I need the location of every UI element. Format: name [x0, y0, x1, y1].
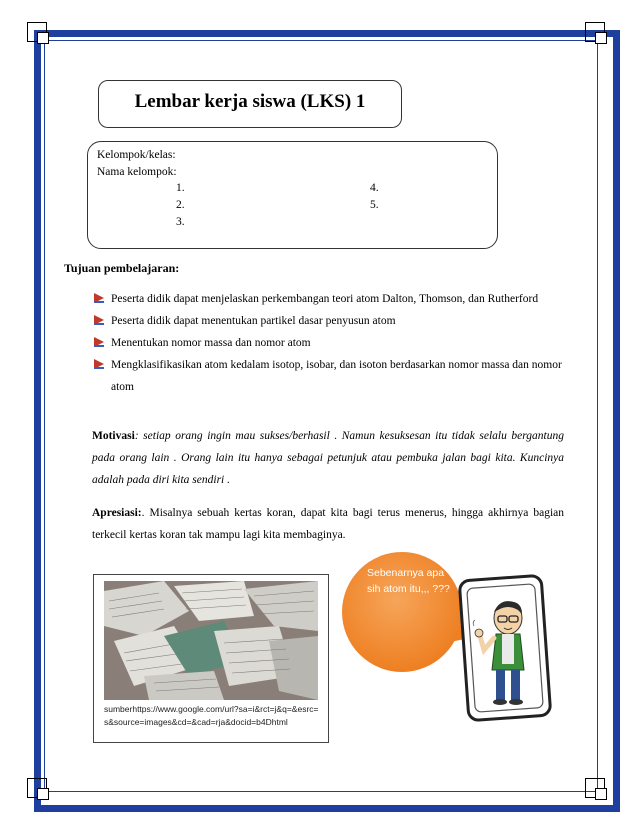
objective-text: Menentukan nomor massa dan nomor atom: [111, 337, 311, 349]
member-number-1: 1.: [176, 182, 185, 194]
torn-newspaper-image: [104, 581, 318, 700]
worksheet-title: Lembar kerja siswa (LKS) 1: [134, 91, 366, 112]
member-number-5: 5.: [370, 199, 379, 211]
member-number-4: 4.: [370, 182, 379, 194]
motivation-label: Motivasi: [92, 430, 135, 442]
corner-ornament-top-left: [27, 22, 53, 48]
member-number-2: 2.: [176, 199, 185, 211]
corner-ornament-bottom-left: [27, 778, 53, 804]
objectives-heading: Tujuan pembelajaran:: [64, 261, 180, 275]
objective-text: Peserta didik dapat menjelaskan perkembangan teori atom Dalton, Thomson, dan Rutherford: [111, 293, 539, 305]
cartoon-student-illustration: [458, 570, 558, 730]
corner-ornament-top-right: [585, 22, 611, 48]
objective-text: Mengklasifikasikan atom kedalam isotop, isobar, dan isoton berdasarkan nomor massa dan nomor atom: [111, 359, 562, 393]
list-item: [94, 332, 564, 354]
motivation-text: : setiap orang ingin mau sukses/berhasil . Namun kesuksesan itu tidak selalu bergantung pada orang lain . Orang lain itu hanya sebagai petunjuk atau pembuka jalan bagi kita. Kuncinya adalah pada diri kita sendiri .: [92, 430, 564, 486]
bullet-arrow-icon: [94, 359, 104, 369]
member-number-3: 3.: [176, 216, 185, 228]
bullet-arrow-icon: [94, 293, 104, 303]
objectives-list: [94, 288, 564, 398]
apperception-label: Apresiasi:: [92, 507, 142, 519]
title-box: [98, 80, 402, 128]
photo-box: [93, 574, 329, 743]
corner-ornament-bottom-right: [585, 778, 611, 804]
objective-text: Peserta didik dapat menentukan partikel dasar penyusun atom: [111, 315, 396, 327]
motivation-paragraph: [92, 425, 564, 491]
apperception-paragraph: [92, 502, 564, 546]
bullet-arrow-icon: [94, 337, 104, 347]
list-item: [94, 354, 564, 398]
group-info-box: [87, 141, 498, 249]
image-source-caption: sumberhttps://www.google.com/url?sa=i&rct=j&q=&esrc=s&source=images&cd=&cad=rja&docid=b4Dhtml: [104, 704, 319, 727]
list-item: [94, 310, 564, 332]
group-name-label: Nama kelompok:: [97, 166, 177, 178]
bullet-arrow-icon: [94, 315, 104, 325]
list-item: [94, 288, 564, 310]
group-class-label: Kelompok/kelas:: [97, 149, 176, 161]
speech-bubble-text: Sebenarnya apa sih atom itu,,, ???: [367, 567, 450, 595]
apperception-text: . Misalnya sebuah kertas koran, dapat kita bagi terus menerus, hingga akhirnya bagian terkecil kertas koran tak mampu lagi kita membaginya.: [92, 507, 564, 541]
